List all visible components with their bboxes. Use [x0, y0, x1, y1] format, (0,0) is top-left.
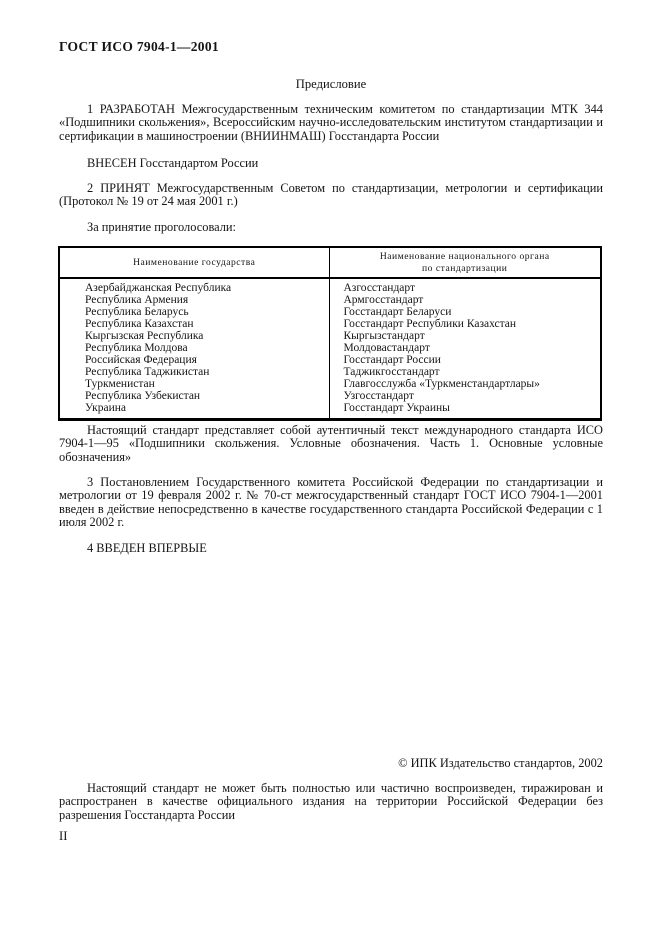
- standards-body-cell: Госстандарт Беларуси: [329, 306, 601, 318]
- table-row: [59, 278, 601, 294]
- table-row: [59, 378, 601, 390]
- column-header-state-label: Наименование государства: [133, 256, 256, 268]
- standards-body-cell: Узгосстандарт: [329, 390, 601, 402]
- column-header-standards-body-line2: по стандартизации: [422, 262, 508, 274]
- paragraph-decree: 3 Постановлением Государственного комитета Российской Федерации по стандартизации и метрологии от 19 февраля 2002 г. № 70-ст межгосударственный стандарт ГОСТ ИСО 7904-1—2001 введен в действие непосредственно в качестве государственного стандарта Российской Федерации с 1 июля 2002 г.: [59, 475, 603, 530]
- table-row: [59, 294, 601, 306]
- table-body: [59, 278, 601, 420]
- state-name-cell: Республика Беларусь: [85, 306, 189, 318]
- table-row: [59, 342, 601, 354]
- preface-title: Предисловие: [295, 77, 367, 91]
- state-name-cell: Туркменистан: [85, 378, 155, 390]
- standards-body-cell: Молдовастандарт: [329, 342, 601, 354]
- state-name-cell: Республика Узбекистан: [85, 390, 201, 402]
- standards-body-cell: Кыргызстандарт: [329, 330, 601, 342]
- standard-code: ГОСТ ИСО 7904-1—2001: [59, 39, 219, 54]
- table-row: [59, 366, 601, 378]
- state-name-cell: Республика Таджикистан: [85, 366, 210, 378]
- column-header-state: [59, 247, 329, 278]
- table-row: [59, 318, 601, 330]
- table-row: [59, 306, 601, 318]
- standards-body-cell: Азгосстандарт: [329, 278, 601, 294]
- state-name-cell: Кыргызская Республика: [85, 330, 204, 342]
- standards-body-cell: Таджикгосстандарт: [329, 366, 601, 378]
- reproduction-disclaimer: Настоящий стандарт не может быть полностью или частично воспроизведен, тиражирован и распространен в качестве официального издания на территории Российской Федерации без разрешения Госстандарта России: [59, 781, 603, 822]
- standards-body-cell: Госстандарт Республики Казахстан: [329, 318, 601, 330]
- column-header-standards-body: [329, 247, 601, 278]
- standards-body-cell: Армгосстандарт: [329, 294, 601, 306]
- paragraph-adopted-by: 2 ПРИНЯТ Межгосударственным Советом по стандартизации, метрологии и сертификации (Протокол № 19 от 24 мая 2001 г.): [59, 181, 603, 209]
- paragraph-developed-by: 1 РАЗРАБОТАН Межгосударственным техническим комитетом по стандартизации МТК 344 «Подшипники скольжения», Всероссийским научно-исследовательским институтом стандартизации и сертификации в машиностроении (ВНИИНМАШ) Госстандарта России: [59, 102, 603, 143]
- standards-body-cell: Главгосслужба «Туркменстандартлары»: [329, 378, 601, 390]
- state-name-cell: Республика Казахстан: [85, 318, 194, 330]
- page-number: II: [59, 829, 68, 843]
- state-name-cell: Республика Молдова: [85, 342, 188, 354]
- table-header-row: [59, 247, 601, 278]
- standards-body-cell: Госстандарт Украины: [329, 402, 601, 420]
- paragraph-vote-intro: За принятие проголосовали:: [87, 220, 236, 234]
- table-row: [59, 330, 601, 342]
- state-name-cell: Украина: [85, 402, 126, 414]
- column-header-standards-body-line1: Наименование национального органа: [379, 251, 550, 262]
- standards-body-cell: Госстандарт России: [329, 354, 601, 366]
- state-name-cell: Республика Армения: [85, 294, 189, 306]
- voting-table: [58, 246, 602, 421]
- copyright-notice: © ИПК Издательство стандартов, 2002: [398, 756, 603, 770]
- state-name-cell: Российская Федерация: [85, 354, 197, 366]
- table-row: [59, 390, 601, 402]
- table-row: [59, 402, 601, 420]
- state-name-cell: Азербайджанская Республика: [85, 282, 232, 294]
- paragraph-authentic-text: Настоящий стандарт представляет собой аутентичный текст международного стандарта ИСО 7904-1—95 «Подшипники скольжения. Условные обозначения. Часть 1. Основные условные обозначения»: [59, 423, 603, 464]
- paragraph-submitted-by: ВНЕСЕН Госстандартом России: [87, 156, 259, 170]
- paragraph-introduced-first-time: 4 ВВЕДЕН ВПЕРВЫЕ: [87, 541, 207, 555]
- table-row: [59, 354, 601, 366]
